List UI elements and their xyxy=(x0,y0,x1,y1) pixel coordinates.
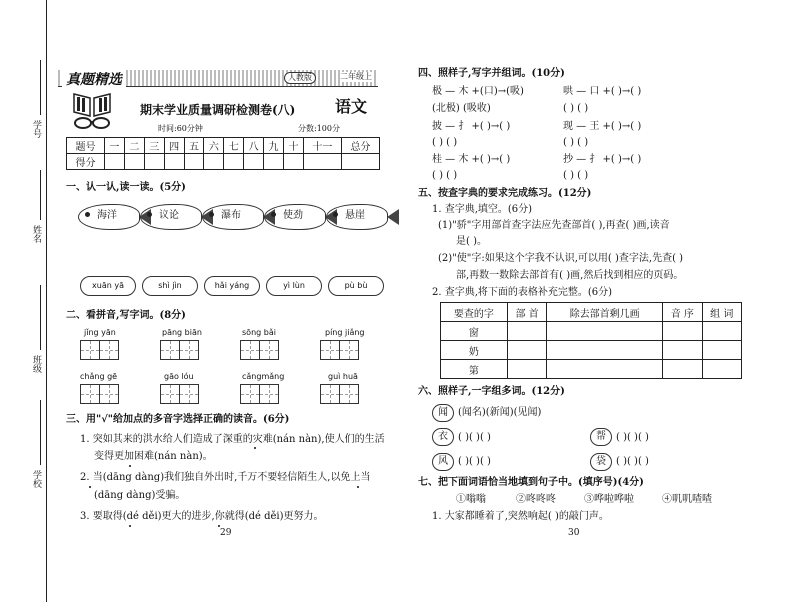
emphasis-dot xyxy=(254,447,256,449)
subject-title: 语文 xyxy=(335,97,368,116)
table-header-cell: 部 首 xyxy=(507,303,546,322)
score-input-cell[interactable] xyxy=(284,154,304,170)
option-item: ①嗡嗡 xyxy=(456,494,486,505)
score-table-cell: 九 xyxy=(264,138,284,154)
score-table-cell: 五 xyxy=(184,138,204,154)
writing-grid[interactable] xyxy=(259,384,279,404)
table-answer-cell[interactable] xyxy=(663,341,702,360)
compose-row: ( ) ( ) xyxy=(432,170,458,181)
pinyin-bubble[interactable]: hǎi yáng xyxy=(204,276,260,296)
name-line xyxy=(40,170,41,220)
question-text: 部,再数一数除去部首有( )画,然后找到相应的页码。 xyxy=(456,270,684,281)
fish-word: 瀑布 xyxy=(221,210,241,221)
emphasis-dot xyxy=(89,486,91,488)
writing-grid[interactable] xyxy=(99,384,119,404)
pinyin-bubble[interactable]: yì lùn xyxy=(266,276,322,296)
table-answer-cell[interactable] xyxy=(507,360,546,379)
table-answer-cell[interactable] xyxy=(702,322,741,341)
score-input-cell[interactable] xyxy=(341,154,379,170)
char-sticker: 闻 xyxy=(432,404,454,422)
pinyin-bubble[interactable]: pù bù xyxy=(328,276,384,296)
class-label: 班级 xyxy=(31,355,41,373)
writing-grid[interactable] xyxy=(179,384,199,404)
pinyin-bubble[interactable]: xuān yā xyxy=(80,276,136,296)
compose-row: (北极) (吸收) xyxy=(432,103,491,114)
writing-grid[interactable] xyxy=(80,384,100,404)
fish-word: 议论 xyxy=(159,210,179,221)
score-input-cell[interactable] xyxy=(104,154,124,170)
dictionary-table-header xyxy=(441,303,742,322)
pinyin-prompt: cǎngmǎng xyxy=(242,372,285,381)
emphasis-dot xyxy=(357,486,359,488)
question-text: 2. 查字典,将下面的表格补充完整。(6分) xyxy=(432,287,613,298)
score-table-cell: 二 xyxy=(124,138,144,154)
score-table-cell: 题号 xyxy=(67,138,105,154)
emphasis-dot xyxy=(129,525,131,527)
table-answer-cell[interactable] xyxy=(547,341,663,360)
compose-row: ( ) ( ) xyxy=(432,137,458,148)
section7-heading: 七、把下面词语恰当地填到句子中。(填序号)(4分) xyxy=(418,477,644,488)
compose-row: 桂 — 木 +( )→( ) xyxy=(432,154,511,165)
table-answer-cell[interactable] xyxy=(507,341,546,360)
option-item: ④叽叽喳喳 xyxy=(662,494,712,505)
writing-grid[interactable] xyxy=(160,384,180,404)
score-input-cell[interactable] xyxy=(184,154,204,170)
table-char-cell: 第 xyxy=(441,360,508,379)
exam-score: 分数:100分 xyxy=(298,124,340,133)
section1-heading: 一、认一认,读一读。(5分) xyxy=(66,182,186,193)
score-table-cell: 十 xyxy=(284,138,304,154)
table-char-cell: 奶 xyxy=(441,341,508,360)
compose-row: 极 — 木 +(口)→(吸) xyxy=(432,86,524,97)
brand-title: 真题精选 xyxy=(62,69,126,89)
score-table-cell: 七 xyxy=(224,138,244,154)
char-sticker: 帮 xyxy=(590,428,612,446)
fish-card xyxy=(326,204,388,230)
page-number: 29 xyxy=(220,528,232,538)
question-text: 变得更加困难(nán nàn)。 xyxy=(94,451,213,462)
writing-grid[interactable] xyxy=(339,340,359,360)
question-text: 1. 大家都睡着了,突然响起( )的敲门声。 xyxy=(432,511,609,522)
answer-blanks[interactable]: ( )( )( ) xyxy=(458,432,491,443)
section4-heading: 四、照样子,写字并组词。(10分) xyxy=(418,68,565,79)
grade-label: 二年级上 xyxy=(340,72,372,81)
writing-grid[interactable] xyxy=(259,340,279,360)
question-text: 3. 要取得(dé děi)更大的进步,你就得(dé děi)更努力。 xyxy=(80,511,324,522)
table-header-cell: 组 词 xyxy=(702,303,741,322)
score-input-cell[interactable] xyxy=(124,154,144,170)
compose-row: ( ) ( ) xyxy=(563,170,589,181)
compose-row: ( ) ( ) xyxy=(563,137,589,148)
option-item: ②咚咚咚 xyxy=(516,494,556,505)
pinyin-prompt: chǎng gē xyxy=(80,372,118,381)
score-table-cell: 六 xyxy=(204,138,224,154)
pinyin-prompt: gāo lóu xyxy=(164,372,194,381)
score-table-cell: 总分 xyxy=(341,138,379,154)
score-input-cell[interactable] xyxy=(224,154,244,170)
compose-row: 披 — 扌 +( )→( ) xyxy=(432,121,511,132)
table-answer-cell[interactable] xyxy=(702,360,741,379)
page-number: 30 xyxy=(568,528,580,538)
fish-card xyxy=(78,204,140,230)
score-table-score-row xyxy=(67,154,380,170)
score-table-header-row xyxy=(67,138,380,154)
table-answer-cell[interactable] xyxy=(547,360,663,379)
compose-row: ( ) ( ) xyxy=(563,103,589,114)
char-sticker: 风 xyxy=(432,453,454,471)
compose-row: 现 — 王 +( )→( ) xyxy=(563,121,642,132)
score-input-cell[interactable] xyxy=(264,154,284,170)
table-row xyxy=(441,341,742,360)
table-header-cell: 除去部首剩几画 xyxy=(547,303,663,322)
edition-badge: 人教版 xyxy=(284,72,316,84)
question-text: 1. 突如其来的洪水给人们造成了深重的灾难(nán nàn),使人们的生活 xyxy=(80,434,385,445)
question-text: 2. 当(dāng dàng)我们独自外出时,千万不要轻信陌生人,以免上当 xyxy=(80,472,371,483)
question-text: (2)"使"字:如果这个字我不认识,可以用( )查字法,先查( ) xyxy=(438,253,684,264)
char-sticker: 衣 xyxy=(432,428,454,446)
pinyin-prompt: jǐng yān xyxy=(84,328,116,337)
example-words: (闻名)(新闻)(见闻) xyxy=(458,407,542,418)
fish-word: 悬崖 xyxy=(345,210,365,221)
class-line xyxy=(40,285,41,350)
question-text: 1. 查字典,填空。(6分) xyxy=(432,204,533,215)
section3-heading: 三、用"√"给加点的多音字选择正确的读音。(6分) xyxy=(66,414,290,425)
emphasis-dot xyxy=(129,465,131,467)
table-char-cell: 窗 xyxy=(441,322,508,341)
writing-grid[interactable] xyxy=(320,340,340,360)
writing-grid[interactable] xyxy=(240,340,260,360)
score-input-cell[interactable] xyxy=(204,154,224,170)
pinyin-bubble[interactable]: shì jìn xyxy=(142,276,198,296)
table-answer-cell[interactable] xyxy=(507,322,546,341)
table-header-cell: 要查的字 xyxy=(441,303,508,322)
table-answer-cell[interactable] xyxy=(702,341,741,360)
answer-blanks[interactable]: ( )( )( ) xyxy=(616,432,649,443)
score-input-cell[interactable] xyxy=(244,154,264,170)
seat-label: 学号 xyxy=(31,120,41,138)
char-sticker: 袋 xyxy=(590,453,612,471)
dictionary-table xyxy=(440,302,742,379)
score-table xyxy=(66,137,380,170)
question-text: (dāng dàng)受骗。 xyxy=(94,490,186,501)
table-row xyxy=(441,322,742,341)
pinyin-prompt: guì huā xyxy=(328,372,358,381)
score-table-cell: 八 xyxy=(244,138,264,154)
fish-word: 使劲 xyxy=(283,210,303,221)
table-answer-cell[interactable] xyxy=(663,360,702,379)
writing-grid[interactable] xyxy=(160,340,180,360)
writing-grid[interactable] xyxy=(80,340,100,360)
writing-grid[interactable] xyxy=(99,340,119,360)
score-table-cell: 四 xyxy=(164,138,184,154)
exam-title: 期末学业质量调研检测卷(八) xyxy=(140,103,296,117)
name-label: 姓名 xyxy=(31,225,41,243)
score-table-cell: 十一 xyxy=(303,138,341,154)
school-label: 学校 xyxy=(31,470,41,488)
table-answer-cell[interactable] xyxy=(547,322,663,341)
table-row xyxy=(441,360,742,379)
seat-line xyxy=(40,60,41,115)
score-table-cell: 一 xyxy=(104,138,124,154)
school-line xyxy=(40,400,41,465)
writing-grid[interactable] xyxy=(240,384,260,404)
pinyin-prompt: sōng bǎi xyxy=(242,328,276,337)
margin-line xyxy=(46,0,47,602)
score-input-cell[interactable] xyxy=(144,154,164,170)
section6-heading: 六、照样子,一字组多词。(12分) xyxy=(418,386,565,397)
exam-time: 时间:60分钟 xyxy=(158,124,203,133)
pinyin-prompt: píng jiǎng xyxy=(325,328,365,337)
table-answer-cell[interactable] xyxy=(663,322,702,341)
writing-grid[interactable] xyxy=(320,384,340,404)
score-table-cell: 得分 xyxy=(67,154,105,170)
compose-row: 抄 — 扌 +( )→( ) xyxy=(563,154,642,165)
answer-blanks[interactable]: ( )( )( ) xyxy=(616,456,649,467)
score-table-cell: 三 xyxy=(144,138,164,154)
section2-heading: 二、看拼音,写字词。(8分) xyxy=(66,310,186,321)
emphasis-dot xyxy=(218,525,220,527)
fish-card xyxy=(140,204,202,230)
writing-grid[interactable] xyxy=(339,384,359,404)
pinyin-prompt: pāng biān xyxy=(162,328,202,337)
fish-card xyxy=(202,204,264,230)
score-input-cell[interactable] xyxy=(164,154,184,170)
section5-heading: 五、按查字典的要求完成练习。(12分) xyxy=(418,188,592,199)
question-text: 是( )。 xyxy=(456,236,487,247)
question-text: (1)"骄"字用部首查字法应先查部首( ),再查( )画,读音 xyxy=(438,220,670,231)
writing-grid[interactable] xyxy=(179,340,199,360)
answer-blanks[interactable]: ( )( )( ) xyxy=(458,456,491,467)
table-header-cell: 音 序 xyxy=(663,303,702,322)
fish-word: 海洋 xyxy=(97,210,117,221)
book-glasses-logo xyxy=(70,90,114,130)
option-item: ③哗啦哗啦 xyxy=(584,494,634,505)
score-input-cell[interactable] xyxy=(303,154,341,170)
fish-card xyxy=(264,204,326,230)
compose-row: 哄 — 口 +( )→( ) xyxy=(563,86,642,97)
